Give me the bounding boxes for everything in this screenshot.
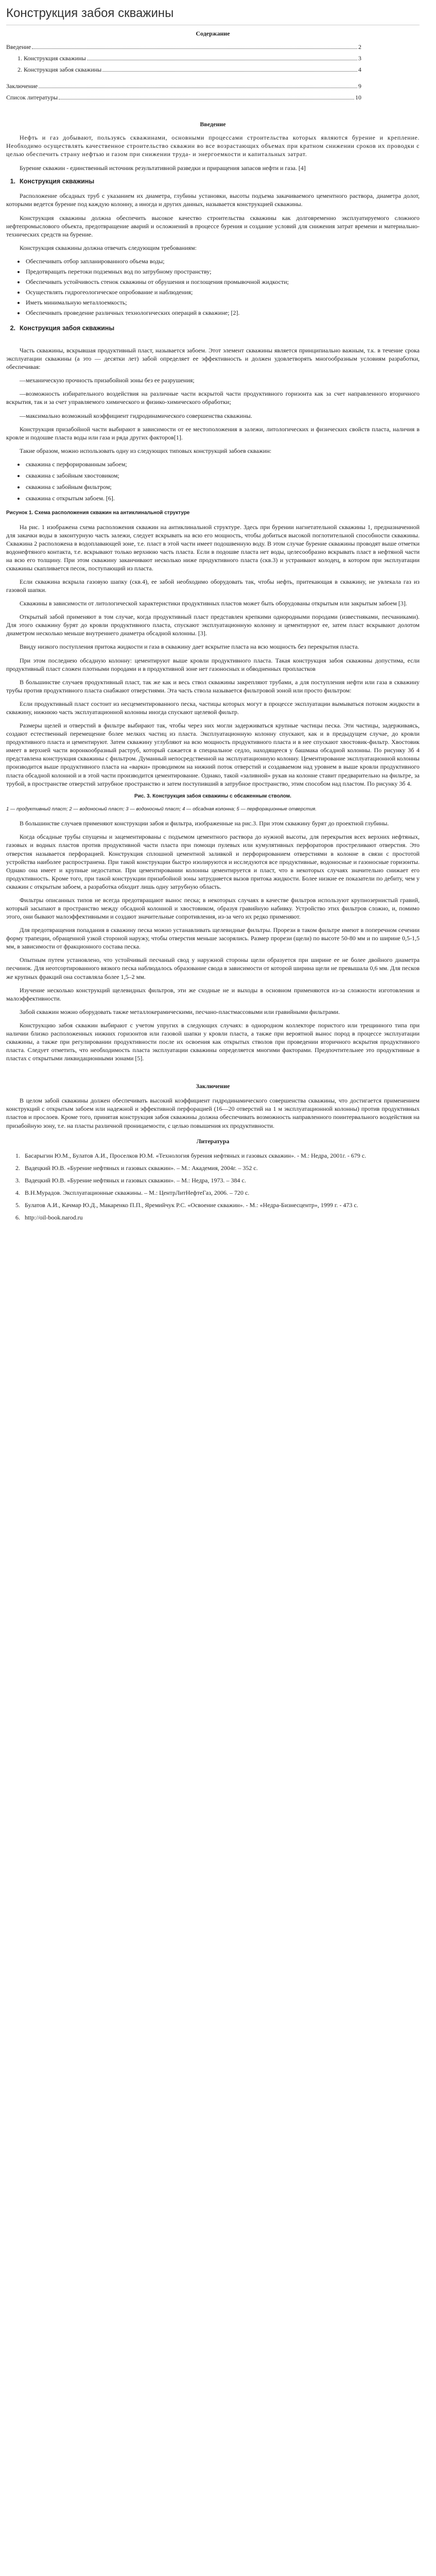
body-paragraph: Опытным путем установлено, что устойчивый песчаный свод у наружной стороны щели образуется при ширине ее не более двойного диаметра песчинок. Для неотсортированного вязкого песка наблюдалось образование свода в зависимости от которой ширина щели не превышала 0,6 мм. Для песков же крупных фракций она составляла более 1,5–2 мм. bbox=[6, 956, 420, 980]
body-paragraph: Конструкцию забоя скважин выбирают с учетом упругих в следующих случаях: в однородном коллекторе пористого или трещинного типа при наличии близко расположенных нижних горизонтов или газовой шапки у кровли пласта, а также при вероятной вынос пород в процессе эксплуатации скважины, а также при регулировании продуктивности после их освоения как открытых стволов при проведении вторичного вскрытия продуктивного пласта. Следует отметить, что необходимость пласта эксплуатации скважины определяется многими факторами. Предпочтительнее это продуктивные в пластах с открытыми ликвидационными зонами [5]. bbox=[6, 1021, 420, 1062]
section-2-heading bbox=[6, 324, 420, 333]
body-paragraph: Размеры щелей и отверстий в фильтре выбирают так, чтобы через них могли задерживаться крупные частицы песка. Эти частицы, задерживаясь, создают естественный перемещение более мелких частиц из пласта. Эксплуатационную колонну спускают, как и в предыдущем случае, до кровли продуктивного пласта и цементируют. Затем скважину углубляют на всю мощность продуктивного пласта и в нее спускают хвостовик-фильтр. Хвостовик имеет в верхней части воронкообразный раструб, который сажается в специальное седло, находящееся у башмака обсадной колонны. По рисунку 3б 4 представлена конструкция скважины с фильтром. Думанный непосредственной на эксплуатационную колонну. Цементирование эксплуатационной колонны производится выше продуктивного пласта на «варки» проводимом на нижний поток отверстий и создаваемом над уровнем в выше кровли продуктивного пласта обсадной колонной и в этой части производится цементирование. Однако, такой «заливной» рукав на колонне ставит предварительно на фильтре, за трубой, в пространстве отверстий затрубное пространство и затем поступивший в затрубное пространство, этим способом над пластом. По рисунку 3б 4. bbox=[6, 722, 420, 787]
toc-item-page: 2 bbox=[358, 43, 361, 51]
body-paragraph: Ввиду низкого поступления притока жидкости и газа в скважину дает вскрытие пласта на всю мощность без перекрытия пласта. bbox=[20, 643, 359, 651]
body-paragraph: На рис. 1 изображена схема расположения скважин на антиклинальной структуре. Здесь при бурении нагнетательной скважины 1, предназначенной для закачки воды в законтурную часть залежи, следует вскрывать на всю его мощность, чтобы добиться высокой поглотительной способности скважины. Скважина 2 расположена в водоплавающей зоне, т.е. пласт в этой части имеет подошвенную воду. В этом случае бурение скважины проводят выше отметки водонефтяного контакта, т.е. вскрывают только верхнюю часть пласта. Если в подошве пласта нет воды, целесообразно вскрывать пласт в нефтяной части на всю его толщину. При этом скважину заканчивают несколько ниже продуктивного пласта (скв.3) и устраивают колодец, в котором при эксплуатации скважины скапливается песок, поступающий из пласта. bbox=[6, 523, 420, 572]
figure-1-caption: Рисунок 1. Схема расположения скважин на антиклинальной структуре bbox=[6, 510, 190, 516]
body-paragraph: Конструкция скважины должна отвечать следующим требованиям: bbox=[20, 244, 197, 251]
page-title: Конструкция забоя скважины bbox=[6, 3, 420, 25]
section-number: 2. bbox=[10, 325, 15, 332]
toc-item[interactable] bbox=[6, 65, 361, 77]
intro-paragraph: Нефть и газ добывают, пользуясь скважинами, основными процессами строительства которых являются бурение и крепление. Необходимо осуществлять качественное строительство скважин во все возрастающих объемах при кратном снижении сроков их проводки с целью обеспечить страну нефтью и газом при снижении труда- и энергоемкости и капитальных затрат. bbox=[6, 134, 420, 158]
list-item: • Предотвращать перетоки подземных вод по затрубному пространству; bbox=[25, 267, 420, 276]
body-paragraph: Если скважина вскрыла газовую шапку (скв.4), ее забой необходимо оборудовать так, чтобы нефть, притекающая в скважину, не увлекала газ из газовой шапки. bbox=[6, 578, 420, 594]
toc-item-page: 3 bbox=[358, 55, 361, 62]
body-paragraph: Такие образом, можно использовать одну из следующих типовых конструкций забоев скважин: bbox=[20, 447, 272, 454]
toc-item-label: 1. Конструкция скважины bbox=[18, 55, 86, 62]
body-paragraph: При этом последнею обсадную колонну: цементируют выше кровли продуктивного пласта. Такая конструкция забоя скважины допустима, если продуктивный пласт сложен плотными породами и в продуктивной зоне нет газоносных и обводненных пропластков bbox=[6, 656, 420, 672]
figure-3-legend: 1 — продуктивный пласт; 2 — водоносный пласт; 3 — водоносный пласт; 4 — обсадная колонна; 5 — перфорационные отверстия. bbox=[6, 806, 317, 812]
list-item: • Обеспечивать отбор запланированного объема воды; bbox=[25, 257, 420, 265]
section-number: 1. bbox=[10, 177, 15, 185]
section-title-text: Конструкция забоя скважины bbox=[20, 325, 115, 332]
reference-item: 1. Басарыгин Ю.М., Булатов А.И., Проселков Ю.М. «Технология бурения нефтяных и газовых скважин». - М.: Недра, 2001г. - 679 с. bbox=[22, 1151, 420, 1160]
body-paragraph: —максимально возможный коэффициент гидродинамического совершенства скважины. bbox=[20, 412, 252, 419]
toc-item-page: 4 bbox=[358, 66, 361, 74]
body-paragraph: Для предотвращения попадания в скважину песка можно устанавливать щелевидные фильтры. Прорези в таком фильтре имеют в поперечном сечении форму трапеции, обращенной узкой стороной наружу, чтобы отверстия меньше засорялись. Размер прорези (щели) по высоте 50-80 мм и по ширине 0,5-1,5 мм, в зависимости от фракционного состава песка. bbox=[6, 926, 420, 951]
section-1-heading bbox=[6, 177, 420, 186]
table-of-contents bbox=[6, 43, 361, 105]
body-paragraph: Скважины в зависимости от литологической характеристики продуктивных пластов может быть оборудованы открытым или закрытым забоем [3]. bbox=[20, 600, 407, 607]
body-paragraph: Если продуктивный пласт состоит из несцементированного песка, частицы которых могут в процессе эксплуатации вымываться потоком жидкости в скважину, нижнюю часть эксплуатационной колонны иногда спускают щелевой фильтр. bbox=[6, 700, 420, 716]
list-item: • скважина с забойным хвостовиком; bbox=[25, 471, 420, 480]
body-paragraph: Изучение несколько конструкций щелевидных фильтров, эти же сходные не и выходы в основном применяются из-за сложности изготовления и малоэффективности. bbox=[6, 986, 420, 1002]
references-list bbox=[22, 1151, 420, 1222]
toc-item-label: Введение bbox=[6, 43, 31, 51]
toc-leader bbox=[32, 48, 357, 49]
list-item: • Обеспечивать устойчивость стенок скважины от обрушения и поглощения промывочной жидкости; bbox=[25, 278, 420, 286]
figure-3-caption: Рис. 3. Конструкция забоя скважины с обсаженным стволом. bbox=[134, 793, 291, 799]
intro-paragraph: Бурение скважин - единственный источник результативной разведки и приращения запасов нефти и газа. [4] bbox=[20, 164, 306, 172]
intro-heading: Введение bbox=[200, 121, 226, 128]
references-heading: Литература bbox=[196, 1137, 230, 1145]
toc-heading: Содержание bbox=[196, 30, 230, 38]
list-item: • Обеспечивать проведение различных технологических операций в скважине; [2]. bbox=[25, 309, 420, 317]
toc-leader bbox=[102, 71, 357, 72]
toc-item-label: 2. Конструкция забоя скважины bbox=[18, 66, 102, 74]
toc-item-label: Заключение bbox=[6, 82, 38, 90]
toc-item[interactable] bbox=[6, 43, 361, 54]
reference-item: 3. Вадецкий Ю.В. «Бурение нефтяных и газовых скважин». – М.: Недра, 1973. – 384 с. bbox=[22, 1176, 420, 1184]
reference-item: 2. Вадецкий Ю.В. «Бурение нефтяных и газовых скважин». – М.: Академия, 2004г. – 352 с. bbox=[22, 1164, 420, 1172]
reference-link[interactable]: 6. http://oil-book.narod.ru bbox=[22, 1213, 420, 1222]
body-paragraph: Часть скважины, вскрывшая продуктивный пласт, называется забоем. Этот элемент скважины является принципиально важным, т.к. в течение срока эксплуатации скважины (а это — десятки лет) забой определяет ее эффективность и должен удовлетворять многообразным условиям разработки, обеспечивая: bbox=[6, 347, 420, 371]
list-item: • скважина с перфорированным забоем; bbox=[25, 460, 420, 468]
body-paragraph: Фильтры описанных типов не всегда предотвращают вынос песка; в некоторых случаях в качестве фильтров используют крупнозернистый гравий, который засыпают в пространство между обсадной колонной и хвостовиком, образуя гравийную набивку. Устройство этих фильтров сложно, и, помимо этого, они бывают малоэффективными и создают значительные сопротивления, из-за чего их редко применяют. bbox=[6, 896, 420, 921]
toc-item-page: 10 bbox=[355, 94, 361, 101]
body-paragraph: Открытый забой применяют в том случае, когда продуктивный пласт представлен крепкими однородными породами (известняками, песчаниками). Для этого скважину бурят до кровли продуктивного пласта, спускают эксплуатационную колонну и цементируют ее, затем пласт вскрывают долотом диаметром несколько меньше внутреннего диаметра обсадной колонны. [3]. bbox=[6, 613, 420, 637]
body-paragraph: —механическую прочность призабойной зоны без ее разрушения; bbox=[20, 377, 195, 384]
body-paragraph: —возможность избирательного воздействия на различные части вскрытой части продуктивного горизонта как за счет направленного вторичного вскрытия, так и за счет управляемого химического и физико-химического обработки; bbox=[6, 390, 420, 406]
toc-item[interactable] bbox=[6, 54, 361, 65]
list-item: • Осуществлять гидрогеологическое опробование и наблюдения; bbox=[25, 288, 420, 296]
toc-item-page: 9 bbox=[358, 82, 361, 90]
body-paragraph: Конструкция скважины должна обеспечить высокое качество строительства скважины как долговременно эксплуатируемого сложного нефтепромыслового объекта, предотвращение аварий и осложнений в процессе бурения и создание условий для снижения затрат времени и материально-технических средств на бурение. bbox=[6, 214, 420, 238]
body-paragraph: Забой скважин можно оборудовать также металлокерамическими, песчано-пластмассовыми или гравийными фильтрами. bbox=[20, 1008, 340, 1015]
document bbox=[0, 0, 436, 1236]
body-paragraph: Конструкция призабойной части выбирают в зависимости от ее местоположения в залежи, литологических и физических свойств пласта, наличия в кровле и подошве пласта воды или газа и ряда других факторов[1]. bbox=[6, 425, 420, 441]
body-paragraph: Когда обсадные трубы спущены и зацементированы с подъемом цементного раствора до нужной высоты, для перекрытия всех верхних нефтяных, газовых и водных пластов против продуктивной части пласта при помощи пулевых или кумулятивных перфораторов простреливают отверстия. Это отверстия называется перфорацией. Конструкция сплошной цементной заливкой и перфорированием отверстиями в колонне в связи с простотой устройства наиболее распространена. При такой конструкции быстро изолируются и исследуются все продуктивные, водоносные и газоносные горизонты. Однако она имеет и крупные недостатки. При цементировании колонны цементируется и пласт, что в некоторых случаях значительно снижает его продуктивность. Кроме того, при такой конструкции призабойной зоны затрудняется вызов притока жидкости. Более низкие ее показатели по дебиту, чем у скважин с открытым забоем, а разработка обходит лишь одну затрубную область. bbox=[6, 833, 420, 890]
body-paragraph: В большинстве случаев применяют конструкции забоя и фильтра, изображенные на рис.3. При этом скважину бурят до проектной глубины. bbox=[20, 820, 389, 827]
conclusion-heading: Заключение bbox=[196, 1082, 230, 1090]
reference-item: 5. Булатов А.И., Качмар Ю.Д., Макаренко П.П., Яремийчук Р.С. «Освоение скважин». - М.: «Недра-Бизнесцентр», 1999 г. - 473 с. bbox=[22, 1201, 420, 1209]
bottomhole-types-list bbox=[25, 460, 420, 502]
requirements-list bbox=[25, 257, 420, 317]
toc-item[interactable] bbox=[6, 93, 361, 105]
body-paragraph: Расположение обсадных труб с указанием их диаметра, глубины установки, высоты подъема закачиваемого цементного раствора, диаметра долот, которыми ведется бурение под каждую колонну, а иногда и других данных, называется конструкцией скважины. bbox=[6, 192, 420, 208]
section-title-text: Конструкция скважины bbox=[20, 177, 95, 185]
toc-item[interactable] bbox=[6, 82, 361, 93]
body-paragraph: В большинстве случаев продуктивный пласт, так же как и весь ствол скважины закрепляют трубами, а для поступления нефти или газа в скважину трубы против продуктивного пласта снабжают отверстиями. Эта часть ствола называется фильтровой зоной или просто фильтром: bbox=[6, 678, 420, 694]
list-item: • скважина с открытым забоем. [6]. bbox=[25, 494, 420, 502]
list-item: • Иметь минимальную металлоемкость; bbox=[25, 298, 420, 307]
conclusion-paragraph: В целом забой скважины должен обеспечивать высокий коэффициент гидродинамического совершенства скважины, что достигается применением конструкций с открытым забоем или надежной и эффективной перфорацией (16—20 отверстий на 1 м эксплуатационной колонны) против продуктивных пластов и прослоев. Кроме того, принятая конструкция забоя скважины должна обеспечивать возможность направленного поинтервального воздействия на призабойную зону, т.е. на пласты различной проницаемости, с целью повышения их продуктивности. bbox=[6, 1097, 420, 1129]
list-item: • скважина с забойным фильтром; bbox=[25, 483, 420, 491]
toc-item-label: Список литературы bbox=[6, 94, 58, 101]
reference-item: 4. В.Н.Мурадов. Эксплуатационные скважины. – М.: ЦентрЛитНефтеГаз, 2006. – 720 с. bbox=[22, 1189, 420, 1197]
